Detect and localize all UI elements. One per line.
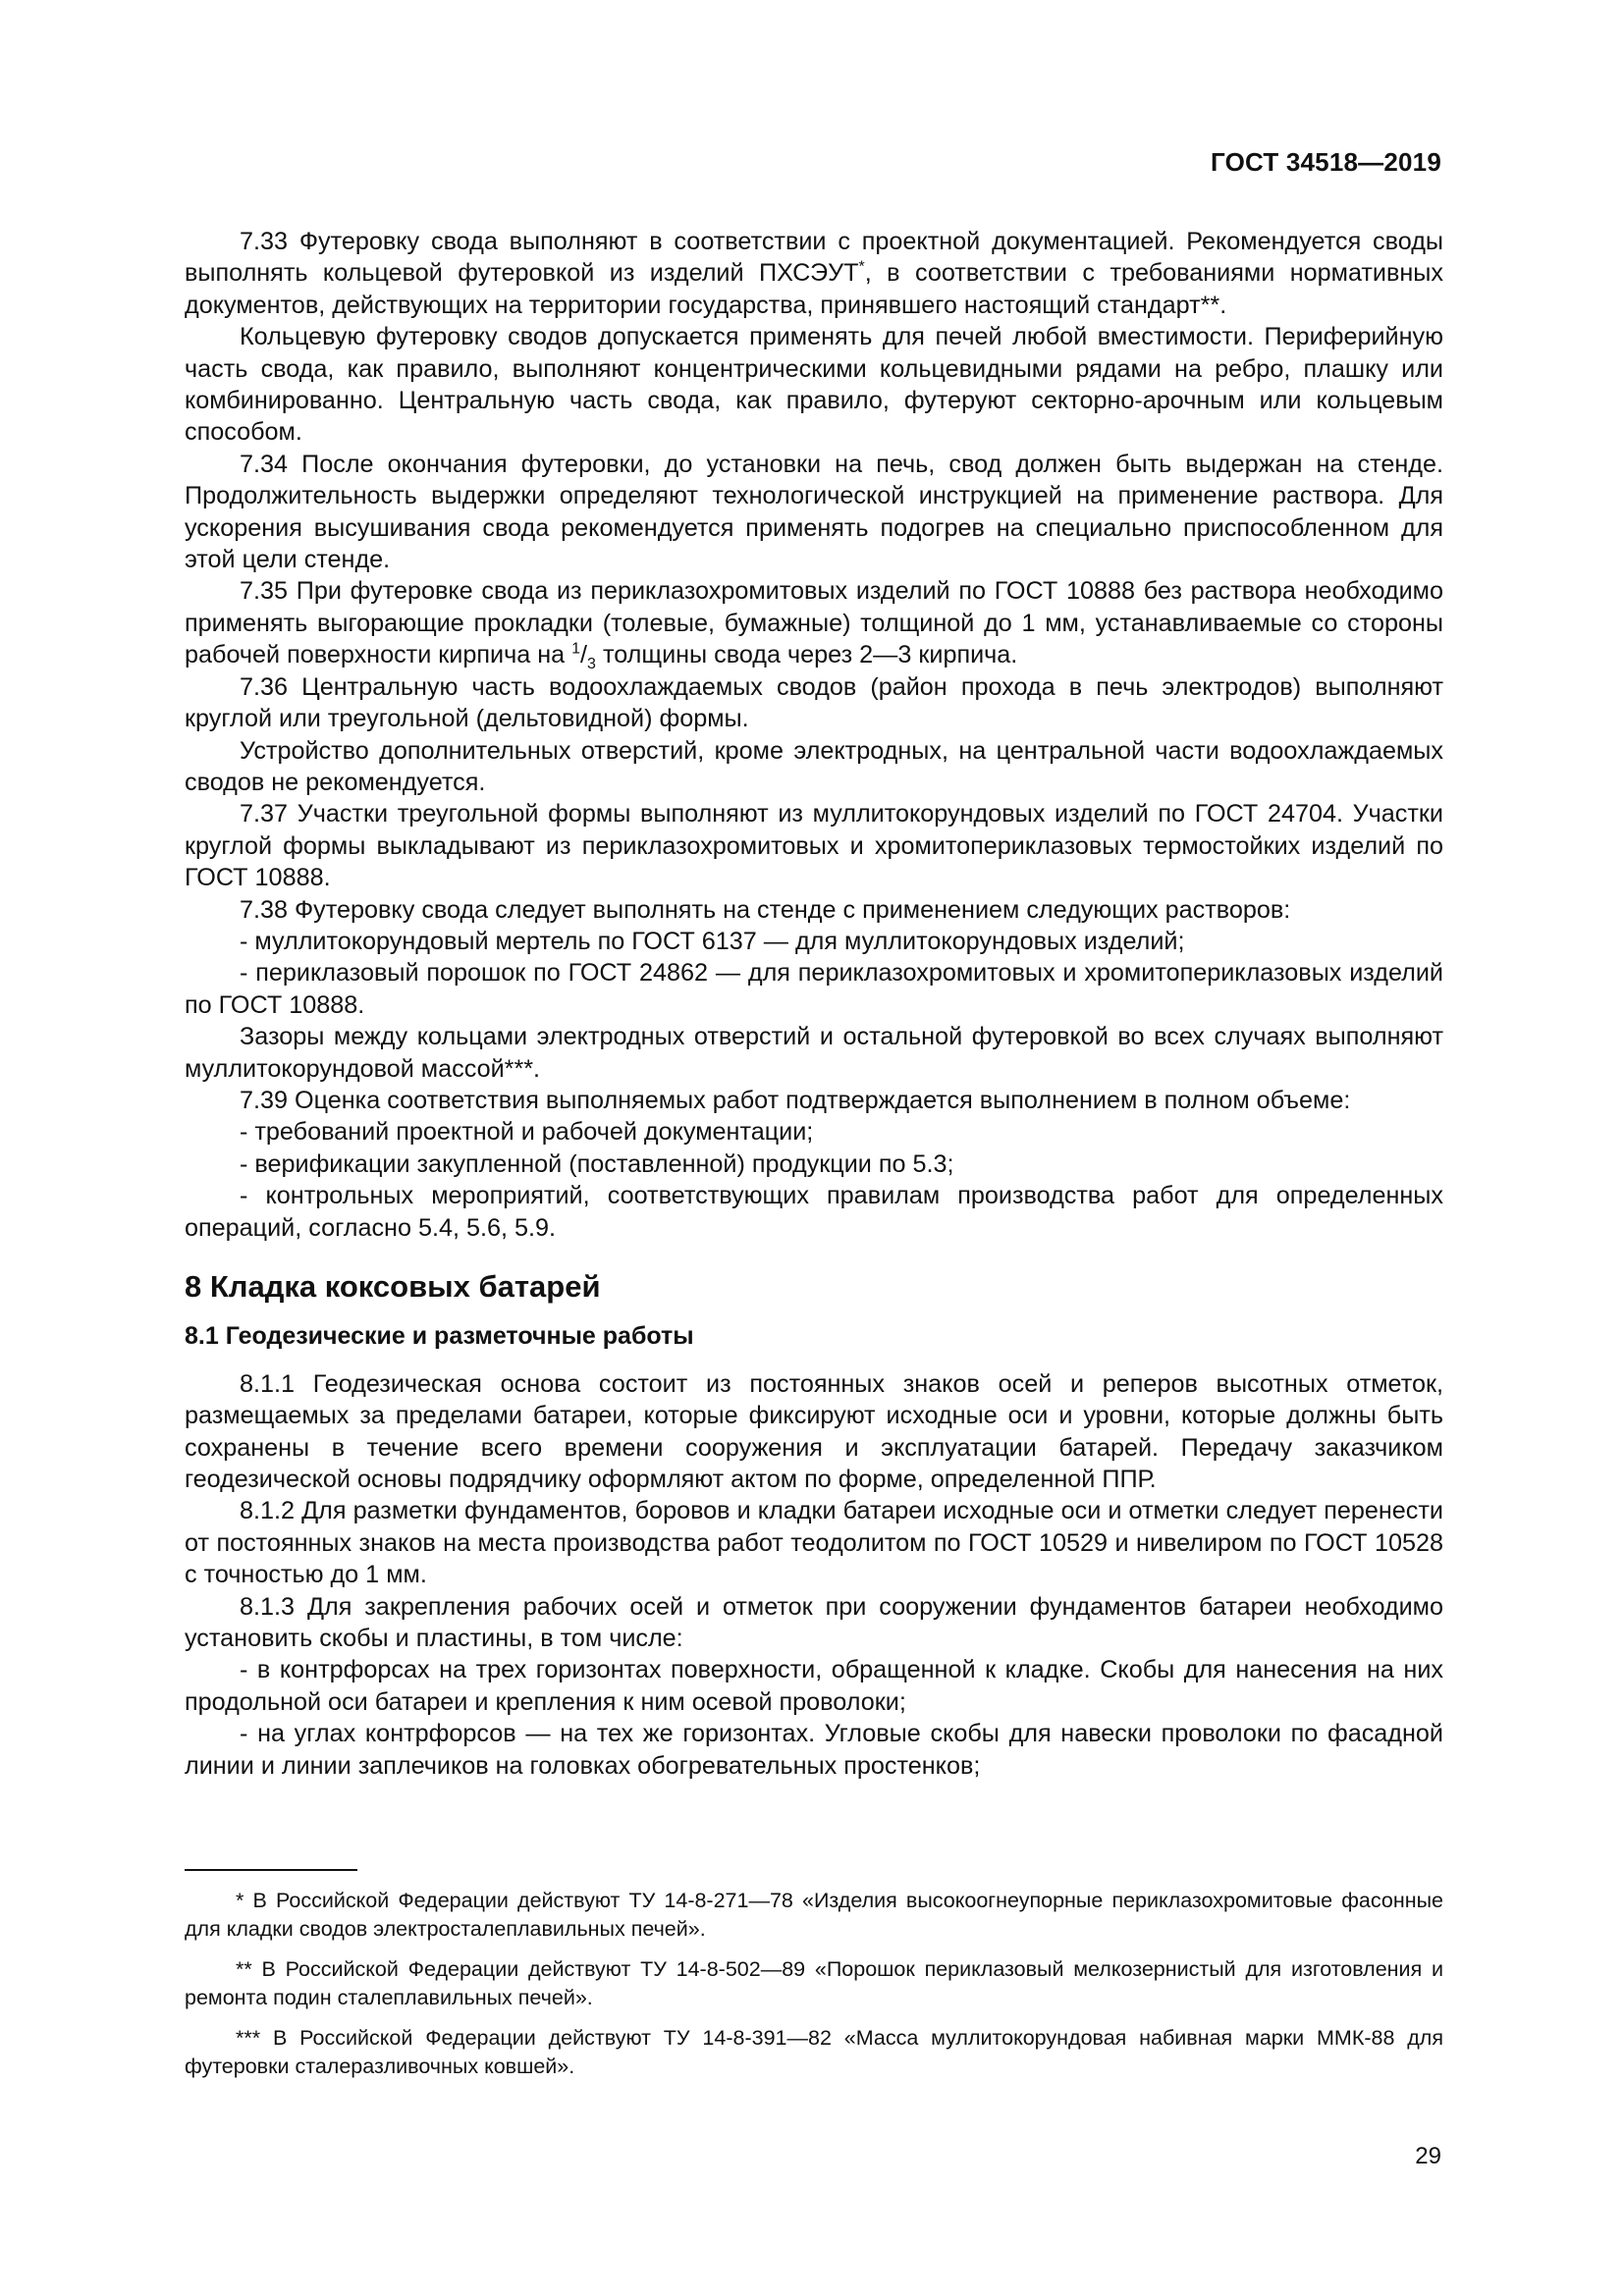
footnote-2: ** В Российской Федерации действуют ТУ 14-8-502—89 «Порошок периклазовый мелкозернистый для изготовления и ремонта подин сталеплавильных печей». — [185, 1957, 1443, 2009]
paragraph-7-36-extra-holes: Устройство дополнительных отверстий, кроме электродных, на центральной части водоохлаждаемых сводов не рекомендуется. — [185, 736, 1443, 796]
paragraph-7-38-gaps: Зазоры между кольцами электродных отверстий и остальной футеровкой во всех случаях выполняют муллитокорундовой массой***. — [185, 1023, 1443, 1083]
paragraph-7-35-part-a: 7.35 При футеровке свода из периклазохромитовых изделий по ГОСТ 10888 без раствора необходимо применять выгорающие прокладки (толевые, бумажные) толщиной до 1 мм, устанавливаемые со стороны рабочей поверхности кирпича на — [185, 577, 1443, 669]
paragraph-8-1-3: 8.1.3 Для закрепления рабочих осей и отметок при сооружении фундаментов батареи необходимо установить скобы и пластины, в том числе: — [185, 1592, 1443, 1653]
section-heading-8: 8 Кладка коксовых батарей — [185, 1269, 601, 1304]
list-item: - требований проектной и рабочей документации; — [240, 1118, 814, 1147]
standard-code-header: ГОСТ 34518—2019 — [1211, 147, 1441, 177]
paragraph-7-33-part-a: 7.33 Футеровку свода выполняют в соответствии с проектной документацией. Рекомендуется своды выполнять кольцевой футеровкой из изделий ПХСЭУТ — [185, 228, 1443, 288]
body-text — [185, 226, 1443, 1782]
list-item: - муллитокорундовый мертель по ГОСТ 6137 — для муллитокорундовых изделий; — [240, 927, 1185, 955]
paragraph-7-35-part-b: толщины свода через 2—3 кирпича. — [595, 641, 1018, 669]
paragraph-7-36: 7.36 Центральную часть водоохлаждаемых сводов (район прохода в печь электродов) выполняют круглой или треугольной (дельтовидной) формы. — [185, 672, 1443, 733]
fraction-numerator: 1 — [571, 640, 581, 658]
list-item: - контрольных мероприятий, соответствующих правилам производства работ для определенных операций, согласно 5.4, 5.6, 5.9. — [185, 1182, 1443, 1242]
list-item: - в контрфорсах на трех горизонтах поверхности, обращенной к кладке. Скобы для нанесения на них продольной оси батареи и крепления к ним осевой проволоки; — [185, 1656, 1443, 1716]
paragraph-7-33-part-b: , в соответствии с требованиями нормативных документов, действующих на территории государства, принявшего настоящий стандарт**. — [185, 259, 1443, 319]
paragraph-7-38: 7.38 Футеровку свода следует выполнять на стенде с применением следующих растворов: — [240, 895, 1291, 924]
paragraph-8-1-2: 8.1.2 Для разметки фундаментов, боровов и кладки батареи исходные оси и отметки следует перенести от постоянных знаков на места производства работ теодолитом по ГОСТ 10529 и нивелиром по ГОСТ 10528 с точностью до 1 мм. — [185, 1497, 1443, 1589]
page-number: 29 — [1415, 2143, 1441, 2169]
paragraph-7-35 — [185, 575, 1443, 673]
list-item: - верификации закупленной (поставленной) продукции по 5.3; — [240, 1149, 954, 1178]
paragraph-7-33 — [185, 226, 1443, 321]
list-item: - на углах контрфорсов — на тех же горизонтах. Угловые скобы для навески проволоки по фасадной линии и линии заплечиков на головках обогревательных простенков; — [185, 1720, 1443, 1780]
paragraph-8-1-1: 8.1.1 Геодезическая основа состоит из постоянных знаков осей и реперов высотных отметок, размещаемых за пределами батареи, которые фиксируют исходные оси и уровни, которые должны быть сохранены в течение всего времени сооружения и эксплуатации батарей. Передачу заказчиком геодезической основы подрядчику оформляют актом по форме, определенной ППР. — [185, 1369, 1443, 1494]
footnote-reference: * — [858, 259, 865, 277]
footnotes — [185, 1887, 1443, 2093]
fraction-denominator: 3 — [587, 656, 596, 673]
paragraph-7-33-ring-lining: Кольцевую футеровку сводов допускается применять для печей любой вместимости. Периферийную часть свода, как правило, выполняют концентрическими кольцевидными рядами на ребро, плашку или комбинированно. Центральную часть свода, как правило, футеруют секторно-арочным или кольцевым способом. — [185, 323, 1443, 447]
paragraph-7-34: 7.34 После окончания футеровки, до установки на печь, свод должен быть выдержан на стенде. Продолжительность выдержки определяют технологической инструкцией на применение раствора. Для ускорения высушивания свода рекомендуется применять подогрев на специально приспособленном для этой цели стенде. — [185, 450, 1443, 574]
fraction-slash: / — [580, 641, 588, 669]
footnote-divider — [185, 1869, 357, 1871]
footnote-3: *** В Российской Федерации действуют ТУ 14-8-391—82 «Масса муллитокорундовая набивная марки ММК-88 для футеровки сталеразливочных ковшей». — [185, 2026, 1443, 2078]
paragraph-7-39: 7.39 Оценка соответствия выполняемых работ подтверждается выполнением в полном объеме: — [240, 1086, 1351, 1114]
paragraph-7-37: 7.37 Участки треугольной формы выполняют из муллитокорундовых изделий по ГОСТ 24704. Участки круглой формы выкладывают из периклазохромитовых и хромитопериклазовых термостойких изделий по ГОСТ 10888. — [185, 800, 1443, 892]
list-item: - периклазовый порошок по ГОСТ 24862 — для периклазохромитовых и хромитопериклазовых изделий по ГОСТ 10888. — [185, 959, 1443, 1019]
subsection-heading-8-1: 8.1 Геодезические и разметочные работы — [185, 1322, 694, 1351]
footnote-1: * В Российской Федерации действуют ТУ 14-8-271—78 «Изделия высокоогнеупорные периклазохромитовые фасонные для кладки сводов электросталеплавильных печей». — [185, 1889, 1443, 1941]
